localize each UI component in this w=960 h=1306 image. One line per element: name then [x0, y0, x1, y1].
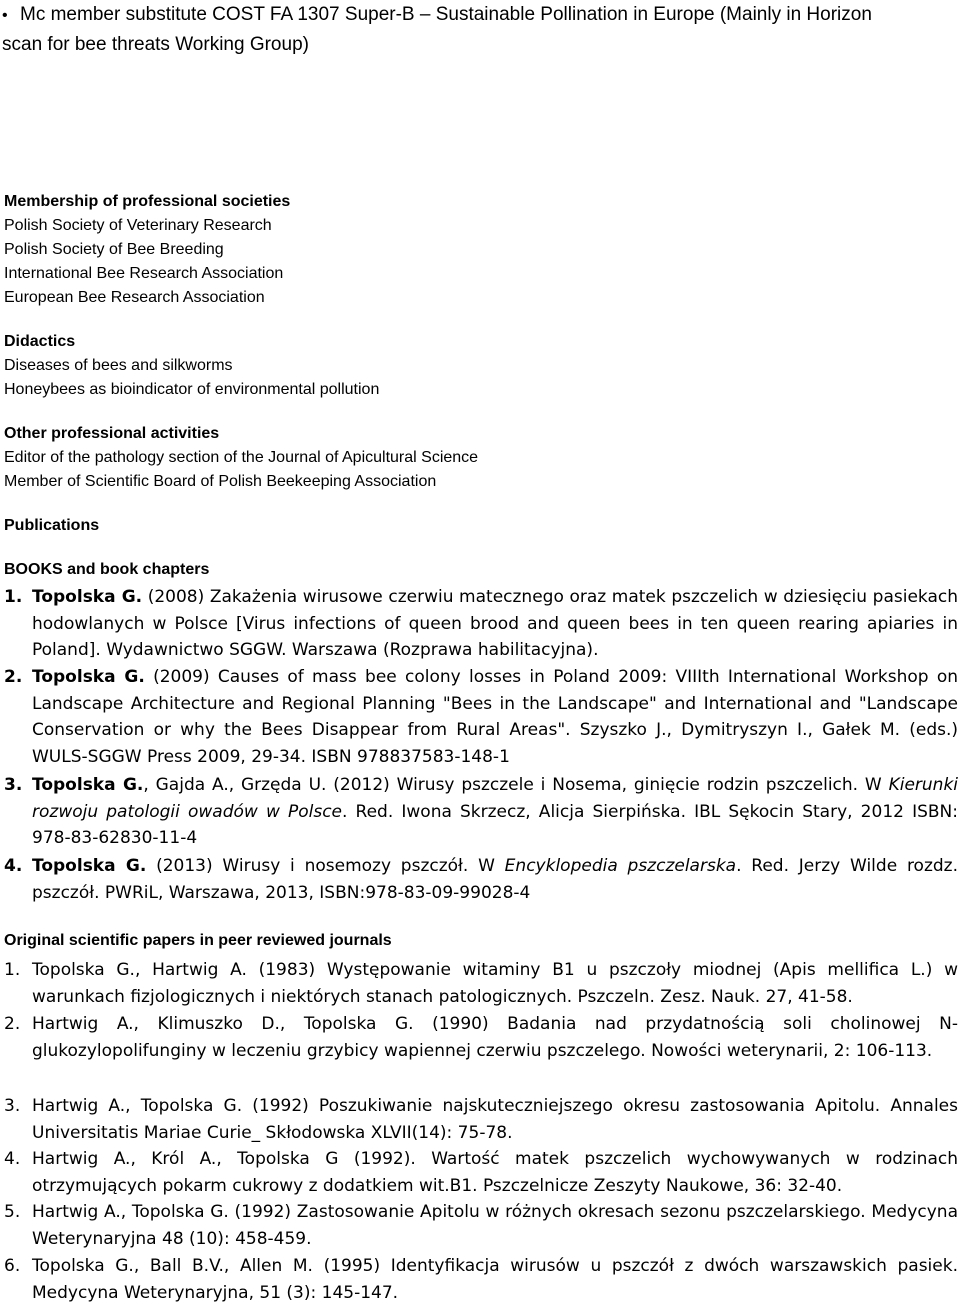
other-activities-heading: Other professional activities: [4, 425, 220, 442]
membership-item: International Bee Research Association: [4, 265, 284, 282]
paper-entry: [4, 1253, 958, 1306]
paper-entry: [4, 1093, 958, 1146]
didactics-item: Diseases of bees and silkworms: [4, 357, 233, 374]
other-activities-item: Editor of the pathology section of the Journal of Apicultural Science: [4, 449, 479, 466]
entry-text: Hartwig A., Topolska G. (1992) Poszukiwanie najskuteczniejszego okresu zastosowania Apitolu. Annales Universitatis Mariae Curie_ Skłodowska XLVII(14): 75-78.: [32, 1096, 958, 1143]
entry-author: Topolska G.: [32, 667, 145, 687]
didactics-item: Honeybees as bioindicator of environmental pollution: [4, 381, 380, 398]
paper-entry: [4, 1011, 958, 1064]
bullet-text-line1: Mc member substitute COST FA 1307 Super-B – Sustainable Pollination in Europe (Mainly in Horizon: [20, 4, 872, 25]
entry-book-title: Encyklopedia pszczelarska: [504, 856, 737, 876]
cost-membership-bullet-item: [2, 0, 952, 59]
entry-number: 1.: [4, 587, 23, 607]
entry-number: 2.: [4, 667, 23, 687]
entry-number: 1.: [4, 960, 21, 980]
entry-author: Topolska G.: [32, 856, 147, 876]
book-entry: [4, 664, 958, 771]
membership-item: European Bee Research Association: [4, 289, 265, 306]
entry-text: . Red. Jerzy Wilde rozdz. pszczół. PWRiL, Warszawa, 2013, ISBN:978-83-09-99028-4: [32, 856, 959, 903]
book-entry: [4, 772, 958, 852]
entry-number: 3.: [4, 1096, 21, 1116]
entry-number: 2.: [4, 1014, 21, 1034]
entry-number: 4.: [4, 1149, 21, 1169]
publications-heading: Publications: [4, 517, 100, 534]
entry-text: Topolska G., Hartwig A. (1983) Występowanie witaminy B1 u pszczoły miodnej (Apis mellifica L.) w warunkach fizjologicznych i niektórych stanach patologicznych. Pszczeln. Zesz. Nauk. 27, 41-58.: [32, 960, 958, 1007]
entry-text: , Gajda A., Grzęda U. (2012) Wirusy pszczele i Nosema, ginięcie rodzin pszczelich. W: [143, 775, 889, 795]
entry-text: Topolska G., Ball B.V., Allen M. (1995) Identyfikacja wirusów u pszczół z dwóch warszawskich pasiek. Medycyna Weterynaryjna, 51 (3): 145-147.: [32, 1256, 958, 1303]
entry-number: 5.: [4, 1202, 21, 1222]
entry-text: (2009) Causes of mass bee colony losses in Poland 2009: VIIIth International Workshop on Landscape Architecture and Regional Planning "Bees in the Landscape" and International and "Landscape Conservation or why the Bees Disappear from Rural Areas". Szyszko J., Dymitryszyn I., Gałek M. (eds.) WULS-SGGW Press 2009, 29-34. ISBN 978837583-148-1: [32, 667, 958, 768]
bullet-icon: •: [2, 7, 8, 24]
didactics-heading: Didactics: [4, 333, 76, 350]
entry-text: . Red. Iwona Skrzecz, Alicja Sierpińska. IBL Sękocin Stary, 2012 ISBN: 978-83-62830-11-4: [32, 801, 958, 849]
other-activities-item: Member of Scientific Board of Polish Beekeeping Association: [4, 473, 437, 490]
entry-text: (2013) Wirusy i nosemozy pszczół. W: [146, 856, 505, 876]
entry-number: 6.: [4, 1256, 21, 1276]
membership-item: Polish Society of Veterinary Research: [4, 217, 272, 234]
paper-entry: [4, 1146, 958, 1199]
paper-entry: [4, 1199, 958, 1252]
entry-author: Topolska G.: [32, 775, 144, 795]
entry-text: Hartwig A., Klimuszko D., Topolska G. (1990) Badania nad przydatnością soli cholinowej N-glukozylopolifunginy w leczeniu grzybicy wapiennej czerwiu pszczelego. Nowości weterynarii, 2: 106-113.: [32, 1014, 958, 1061]
entry-number: 4.: [4, 856, 23, 876]
entry-book-title: Kierunki rozwoju patologii owadów w Polsce: [32, 775, 959, 822]
entry-text: Hartwig A., Topolska G. (1992) Zastosowanie Apitolu w różnych okresach sezonu pszczelarskiego. Medycyna Weterynaryjna 48 (10): 458-459.: [32, 1202, 958, 1249]
entry-number: 3.: [4, 775, 23, 795]
membership-heading: Membership of professional societies: [4, 193, 291, 210]
papers-heading: Original scientific papers in peer reviewed journals: [4, 932, 392, 949]
book-entry: [4, 853, 958, 906]
book-entry: [4, 584, 958, 664]
membership-item: Polish Society of Bee Breeding: [4, 241, 224, 258]
entry-text: Hartwig A., Król A., Topolska G (1992). Wartość matek pszczelich wychowywanych w rodzinach otrzymujących pokarm cukrowy z dodatkiem wit.B1. Pszczelnicze Zeszyty Naukowe, 36: 32-40.: [32, 1149, 958, 1196]
entry-author: Topolska G.: [32, 587, 143, 607]
bullet-text-line2: scan for bee threats Working Group): [2, 34, 309, 55]
books-heading: BOOKS and book chapters: [4, 561, 210, 578]
paper-entry: [4, 957, 958, 1010]
entry-text: (2008) Zakażenia wirusowe czerwiu matecznego oraz matek pszczelich w dziesięciu pasiekach hodowlanych w Polsce [Virus infections of queen brood and queen bees in ten queen rearing apiaries in Poland]. Wydawnictwo SGGW. Warszawa (Rozprawa habilitacyjna).: [32, 587, 958, 661]
